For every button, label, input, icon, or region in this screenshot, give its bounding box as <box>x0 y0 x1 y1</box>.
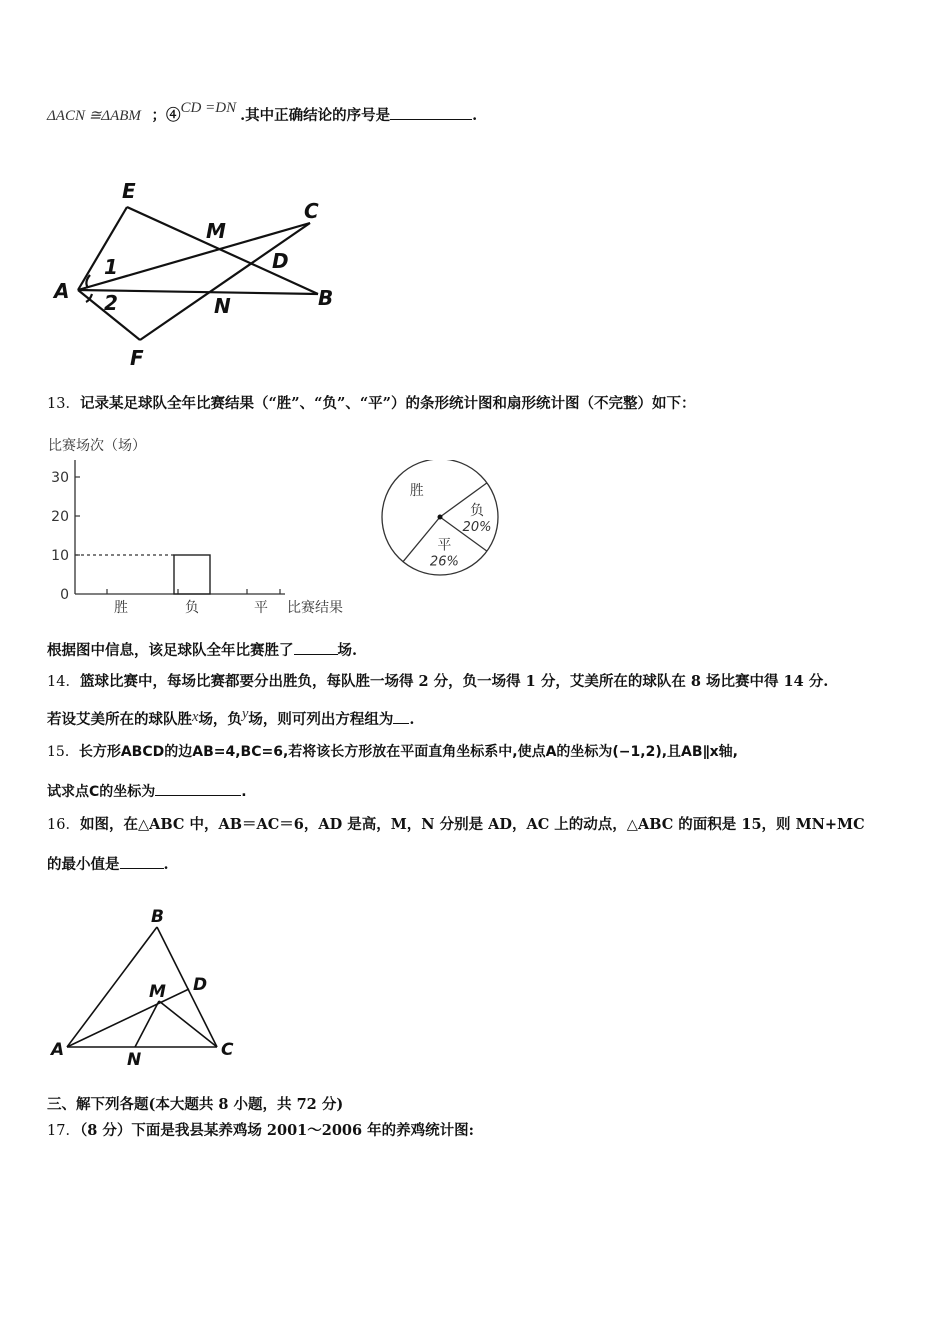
q17-line <box>47 1121 474 1141</box>
q12-answer-line <box>47 100 478 126</box>
q14-number: 14． <box>47 674 80 690</box>
q16-text-line1: 如图，在△ABC 中，AB＝AC＝6，AD 是高，M，N 分别是 AD，AC 上的动点，△ABC 的面积是 15，则 MN+MC <box>79 816 865 833</box>
bar-chart-ylabel: 比赛场次（场） <box>48 438 146 454</box>
q14-text-line1: 篮球比赛中，每场比赛都要分出胜负，每队胜一场得 2 分，负一场得 1 分，艾美所在的球队在 8 场比赛中得 14 分. <box>79 673 829 690</box>
section3-title <box>47 1095 343 1115</box>
q12-text: .其中正确结论的序号是 <box>240 107 391 124</box>
q14-text-2b: 场，负 <box>198 711 242 728</box>
q12-math-congruence: ΔACN ≅ΔABM <box>47 108 141 124</box>
fig16-label-d: D <box>193 975 208 995</box>
q16-line1 <box>47 815 865 835</box>
q17-text: （8 分）下面是我县某养鸡场 2001～2006 年的养鸡统计图: <box>79 1122 475 1139</box>
q13-question <box>47 394 696 414</box>
fig12-label-c: C <box>304 199 319 223</box>
pie-slice-label: 平 <box>437 537 452 554</box>
q14-line1 <box>47 672 828 692</box>
fig12-label-a: A <box>54 279 70 303</box>
q15-number: 15． <box>47 744 79 760</box>
q16-text-2a: 的最小值是 <box>47 856 120 873</box>
bar-chart-category-label: 胜 <box>114 600 128 616</box>
bar-chart-ytick-label: 20 <box>51 509 69 525</box>
fig12-label-m: M <box>206 219 226 243</box>
fig12-label-b: B <box>318 286 334 310</box>
q14-var-y: y <box>241 706 249 722</box>
fig12-label-angle2: 2 <box>104 291 118 315</box>
q13-after-text: 根据图中信息，该足球队全年比赛胜了 <box>47 642 294 659</box>
q14-text-2d: . <box>409 711 415 728</box>
q16-number: 16． <box>47 817 80 833</box>
fig16-label-c: C <box>221 1040 234 1060</box>
bar-chart-xlabel: 比赛结果 <box>287 600 343 616</box>
q16-text-2b: . <box>163 856 169 873</box>
q13-bar-chart <box>40 430 370 620</box>
fig12-label-n: N <box>214 294 231 318</box>
q14-line2 <box>47 707 414 730</box>
q15-line1 <box>47 742 738 762</box>
fig12-label-e: E <box>122 179 136 203</box>
q14-text-2c: 场，则可列出方程组为 <box>248 711 394 728</box>
q17-number: 17． <box>47 1123 80 1139</box>
q15-answer-blank[interactable] <box>155 779 241 796</box>
bar-chart-ytick-label: 30 <box>51 470 69 486</box>
pie-slice-value: 20% <box>462 520 492 535</box>
bar-chart-ytick-label: 0 <box>60 587 69 603</box>
q13-number: 13． <box>47 396 80 412</box>
bar-chart-ytick-label: 10 <box>51 548 69 564</box>
q14-var-x: x <box>192 709 199 725</box>
q15-text-2a: 试求点C的坐标为 <box>47 784 156 800</box>
pie-slice-label: 负 <box>470 503 484 519</box>
q12-sep: ；④ <box>151 107 181 124</box>
fig12-label-f: F <box>130 346 144 370</box>
q13-text: 记录某足球队全年比赛结果（“胜”、“负”、“平”）的条形统计图和扇形统计图（不完整）如下： <box>79 395 696 412</box>
fig16-label-a: A <box>51 1040 65 1060</box>
fig16-label-b: B <box>151 907 164 927</box>
q13-answer-line <box>47 638 357 661</box>
q14-text-2a: 若设艾美所在的球队胜 <box>47 711 192 728</box>
q16-answer-blank[interactable] <box>120 852 164 869</box>
bar-chart-category-label: 负 <box>185 600 199 616</box>
q13-pie-chart <box>378 460 508 585</box>
bar-chart-category-label: 平 <box>254 600 268 616</box>
pie-center <box>438 515 443 520</box>
q16-line2 <box>47 852 169 875</box>
q15-text-line1: 长方形ABCD的边AB=4,BC=6,若将该长方形放在平面直角坐标系中,使点A的坐标为(−1,2),且AB∥x轴, <box>78 744 738 760</box>
q12-math-cd-dn: CD =DN <box>180 100 237 116</box>
q13-answer-blank[interactable] <box>294 638 338 655</box>
q12-answer-blank[interactable] <box>390 103 472 120</box>
fig16-label-n: N <box>127 1050 142 1070</box>
fig12-label-d: D <box>272 249 289 273</box>
section3-title-text: 三、解下列各题(本大题共 8 小题，共 72 分) <box>47 1096 344 1113</box>
bar-chart-bar <box>174 555 210 594</box>
q15-line2 <box>47 779 247 802</box>
pie-slice-label: 胜 <box>409 483 424 500</box>
q13-after-end: 场. <box>337 642 358 659</box>
q14-answer-blank[interactable] <box>393 707 409 724</box>
fig16-label-m: M <box>149 982 166 1002</box>
pie-slice-value: 26% <box>429 554 459 570</box>
q15-text-2b: . <box>241 784 247 800</box>
fig12-label-angle1: 1 <box>104 255 118 279</box>
q16-figure <box>45 905 245 1070</box>
q12-figure <box>40 170 350 375</box>
q12-end: . <box>472 107 478 124</box>
